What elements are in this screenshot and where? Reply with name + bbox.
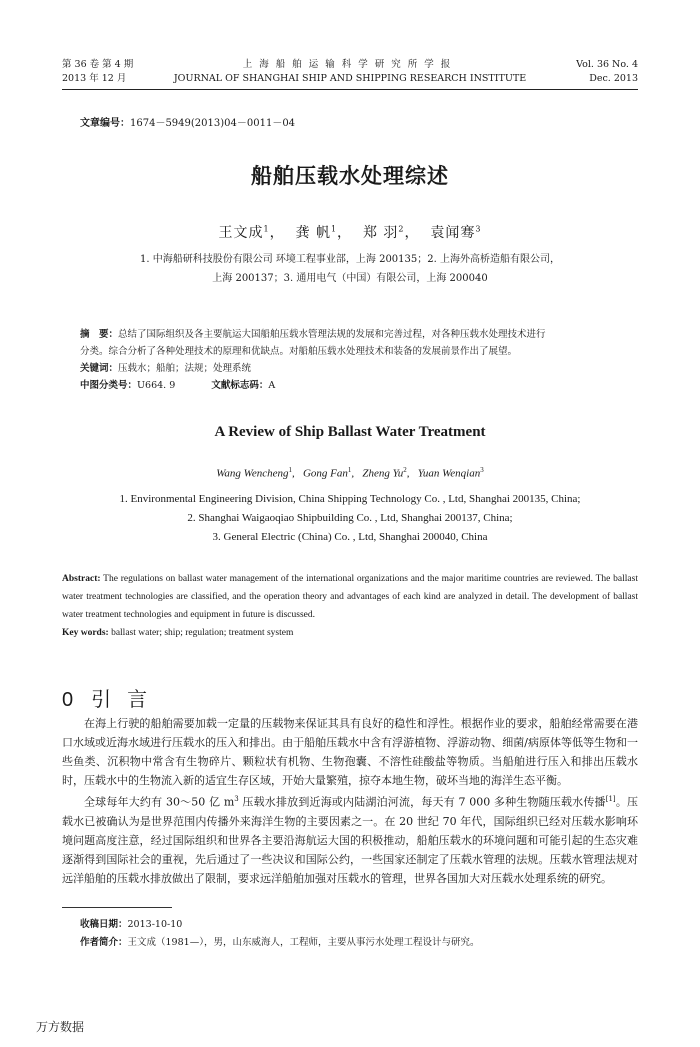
title-cn: 船舶压载水处理综述	[251, 164, 449, 188]
citation: [1]	[605, 795, 616, 803]
author-cn: 龚 帆	[295, 225, 331, 241]
authors-en: Wang Wencheng$^1$, Gong Fan$^1$, Zheng Yu$^2$, Yuan Wenqian$^3$	[216, 466, 484, 480]
abstract-cn-line1: 总结了国际组织及各主要航运大国船舶压载水管理法规的发展和完善过程，对各种压载水处理技术进行	[118, 329, 546, 340]
affiliation-line: 3. General Electric (China) Co. , Ltd, Shanghai 200040, China	[212, 531, 488, 543]
keywords-en: ballast water; ship; regulation; treatment system	[111, 628, 294, 638]
keywords-en-label: Key words:	[62, 628, 109, 638]
header-right	[576, 58, 638, 86]
article-number	[80, 114, 295, 129]
section-heading	[62, 683, 163, 712]
author-en: Wang Wencheng	[216, 467, 289, 480]
journal-name-en: JOURNAL OF SHANGHAI SHIP AND SHIPPING RESEARCH INSTITUTE	[173, 73, 527, 84]
header-rule	[62, 89, 638, 90]
affiliations-en	[30, 490, 670, 547]
clc-label: 中图分类号：	[80, 380, 138, 391]
author-en: Yuan Wenqian	[417, 467, 481, 480]
received-label: 收稿日期：	[80, 919, 128, 930]
abstract-cn-line2: 分类。综合分析了各种处理技术的原理和优缺点。对船舶压载水处理技术和装备的发展前景作出了展望。	[80, 346, 518, 357]
author-sup: 2	[403, 466, 407, 474]
author-sup: 2	[398, 224, 405, 234]
abstract-en-text: The regulations on ballast water management of the international organizations and the major maritime countries are reviewed. The ballast water treatment technologies are classified, and the operation theory and advantages of each kind are analyzed in detail. The development of ballast water treatment technologies and equipment in future is discussed.	[62, 574, 638, 620]
doc-code: A	[268, 380, 276, 391]
section-title: 引言	[91, 687, 164, 711]
keywords-cn-label: 关键词：	[80, 363, 119, 374]
article-number-label: 文章编号：	[80, 118, 130, 129]
abstract-en	[62, 570, 638, 642]
received-date: 2013-10-10	[127, 919, 183, 930]
header-center	[62, 58, 638, 86]
affiliation-line: 1. 中海船研科技股份有限公司 环境工程事业部，上海 200135；2. 上海外高桥造船有限公司，	[140, 254, 560, 265]
volume-issue-cn: 第 36 卷 第 4 期	[62, 59, 134, 70]
affiliation-line: 1. Environmental Engineering Division, China Shipping Technology Co. , Ltd, Shanghai 200135, China;	[119, 493, 581, 505]
author-en: Gong Fan	[302, 467, 348, 480]
affiliation-line: 2. Shanghai Waigaoqiao Shipbuilding Co. , Ltd, Shanghai 200137, China;	[187, 512, 513, 524]
paragraph-part: 。压载水已被确认为是世界范围内传播外来海洋生物的主要因素之一。在 20 世纪 70 年代，国际组织已经对压载水影响环境问题高度注意，经过国际组织和世界各主要沿海航运大国的积极推动，船舶压载水的环境问题和可能引起的生态灾难逐渐得到国际社会的重视，先后通过了一些决议和国际公约，一些国家还制定了压载水管理的法规。压载水管理法规对远洋船舶的压载水排放做出了限制，要求远洋船舶加强对压载水的管理，世界各国加大对压载水处理系统的研究。	[62, 795, 639, 885]
author-sup: 3	[475, 224, 482, 234]
author-sup: 3	[480, 466, 484, 474]
journal-name-cn: 上海船舶运输科学研究所学报	[242, 59, 458, 70]
paragraph	[62, 790, 638, 888]
footnote	[80, 916, 638, 952]
keywords-cn: 压载水；船舶；法规；处理系统	[118, 363, 252, 374]
author-sup: 1	[263, 224, 270, 234]
article-number-value: 1674－5949(2013)04－0011－04	[130, 118, 296, 129]
footnote-rule	[62, 907, 172, 908]
paragraph-part: 全球每年大约有 30～50 亿 m	[84, 795, 235, 809]
abstract-cn	[80, 326, 630, 394]
affiliation-line: 上海 200137；3. 通用电气（中国）有限公司，上海 200040	[212, 273, 488, 284]
section-number: 0	[62, 689, 74, 711]
doc-code-label: 文献标志码：	[211, 380, 269, 391]
title-en: A Review of Ship Ballast Water Treatment	[214, 424, 486, 440]
author-cn: 王文成	[218, 225, 264, 241]
author-cn: 袁闻骞	[430, 225, 476, 241]
author-en: Zheng Yu	[362, 467, 404, 480]
author-cn: 郑 羽	[362, 225, 399, 241]
author-bio: 王文成（1981—），男，山东威海人，工程师，主要从事污水处理工程设计与研究。	[127, 937, 480, 948]
abstract-en-label: Abstract:	[62, 574, 101, 584]
affiliations-cn	[60, 250, 640, 288]
author-sup: 1	[288, 466, 292, 474]
volume-issue-en: Vol. 36 No. 4	[576, 59, 638, 70]
paragraph: 在海上行驶的船舶需要加载一定量的压载物来保证其具有良好的稳性和浮性。根据作业的要求，船舶经常需要在港口水域或近海水域进行压载水的压入和排出。由于船舶压载水中含有浮游植物、浮游动物、细菌/病原体等低等生物和一些鱼类、沉积物中常含有生物碎片、颗粒状有机物、生物孢囊、不溶性硅酸盐等物质。当船舶进行压入和排出压载水时，压载水中的生物流入新的适宜生存区域，开始大量繁殖，掠夺本地生物，破坏当地的海洋生态平衡。	[62, 717, 638, 787]
clc-number: U664. 9	[137, 380, 176, 391]
running-header	[62, 58, 638, 88]
unit-superscript: 3	[234, 795, 239, 803]
author-sup: 1	[347, 466, 352, 474]
author-sup: 1	[330, 224, 338, 234]
date-en: Dec. 2013	[589, 73, 638, 84]
date-cn: 2013 年 12 月	[62, 73, 127, 84]
abstract-cn-label: 摘 要：	[80, 329, 119, 340]
body-text	[62, 714, 638, 888]
authors-cn: 王文成$^1$， 龚 帆$^1$， 郑 羽$^2$， 袁闻骞$^3$	[218, 224, 482, 241]
watermark: 万方数据	[36, 1020, 85, 1034]
bio-label: 作者简介：	[80, 937, 128, 948]
paragraph-part: 压载水排放到近海或内陆湖泊河流，每天有 7 000 多种生物随压载水传播	[238, 795, 606, 809]
